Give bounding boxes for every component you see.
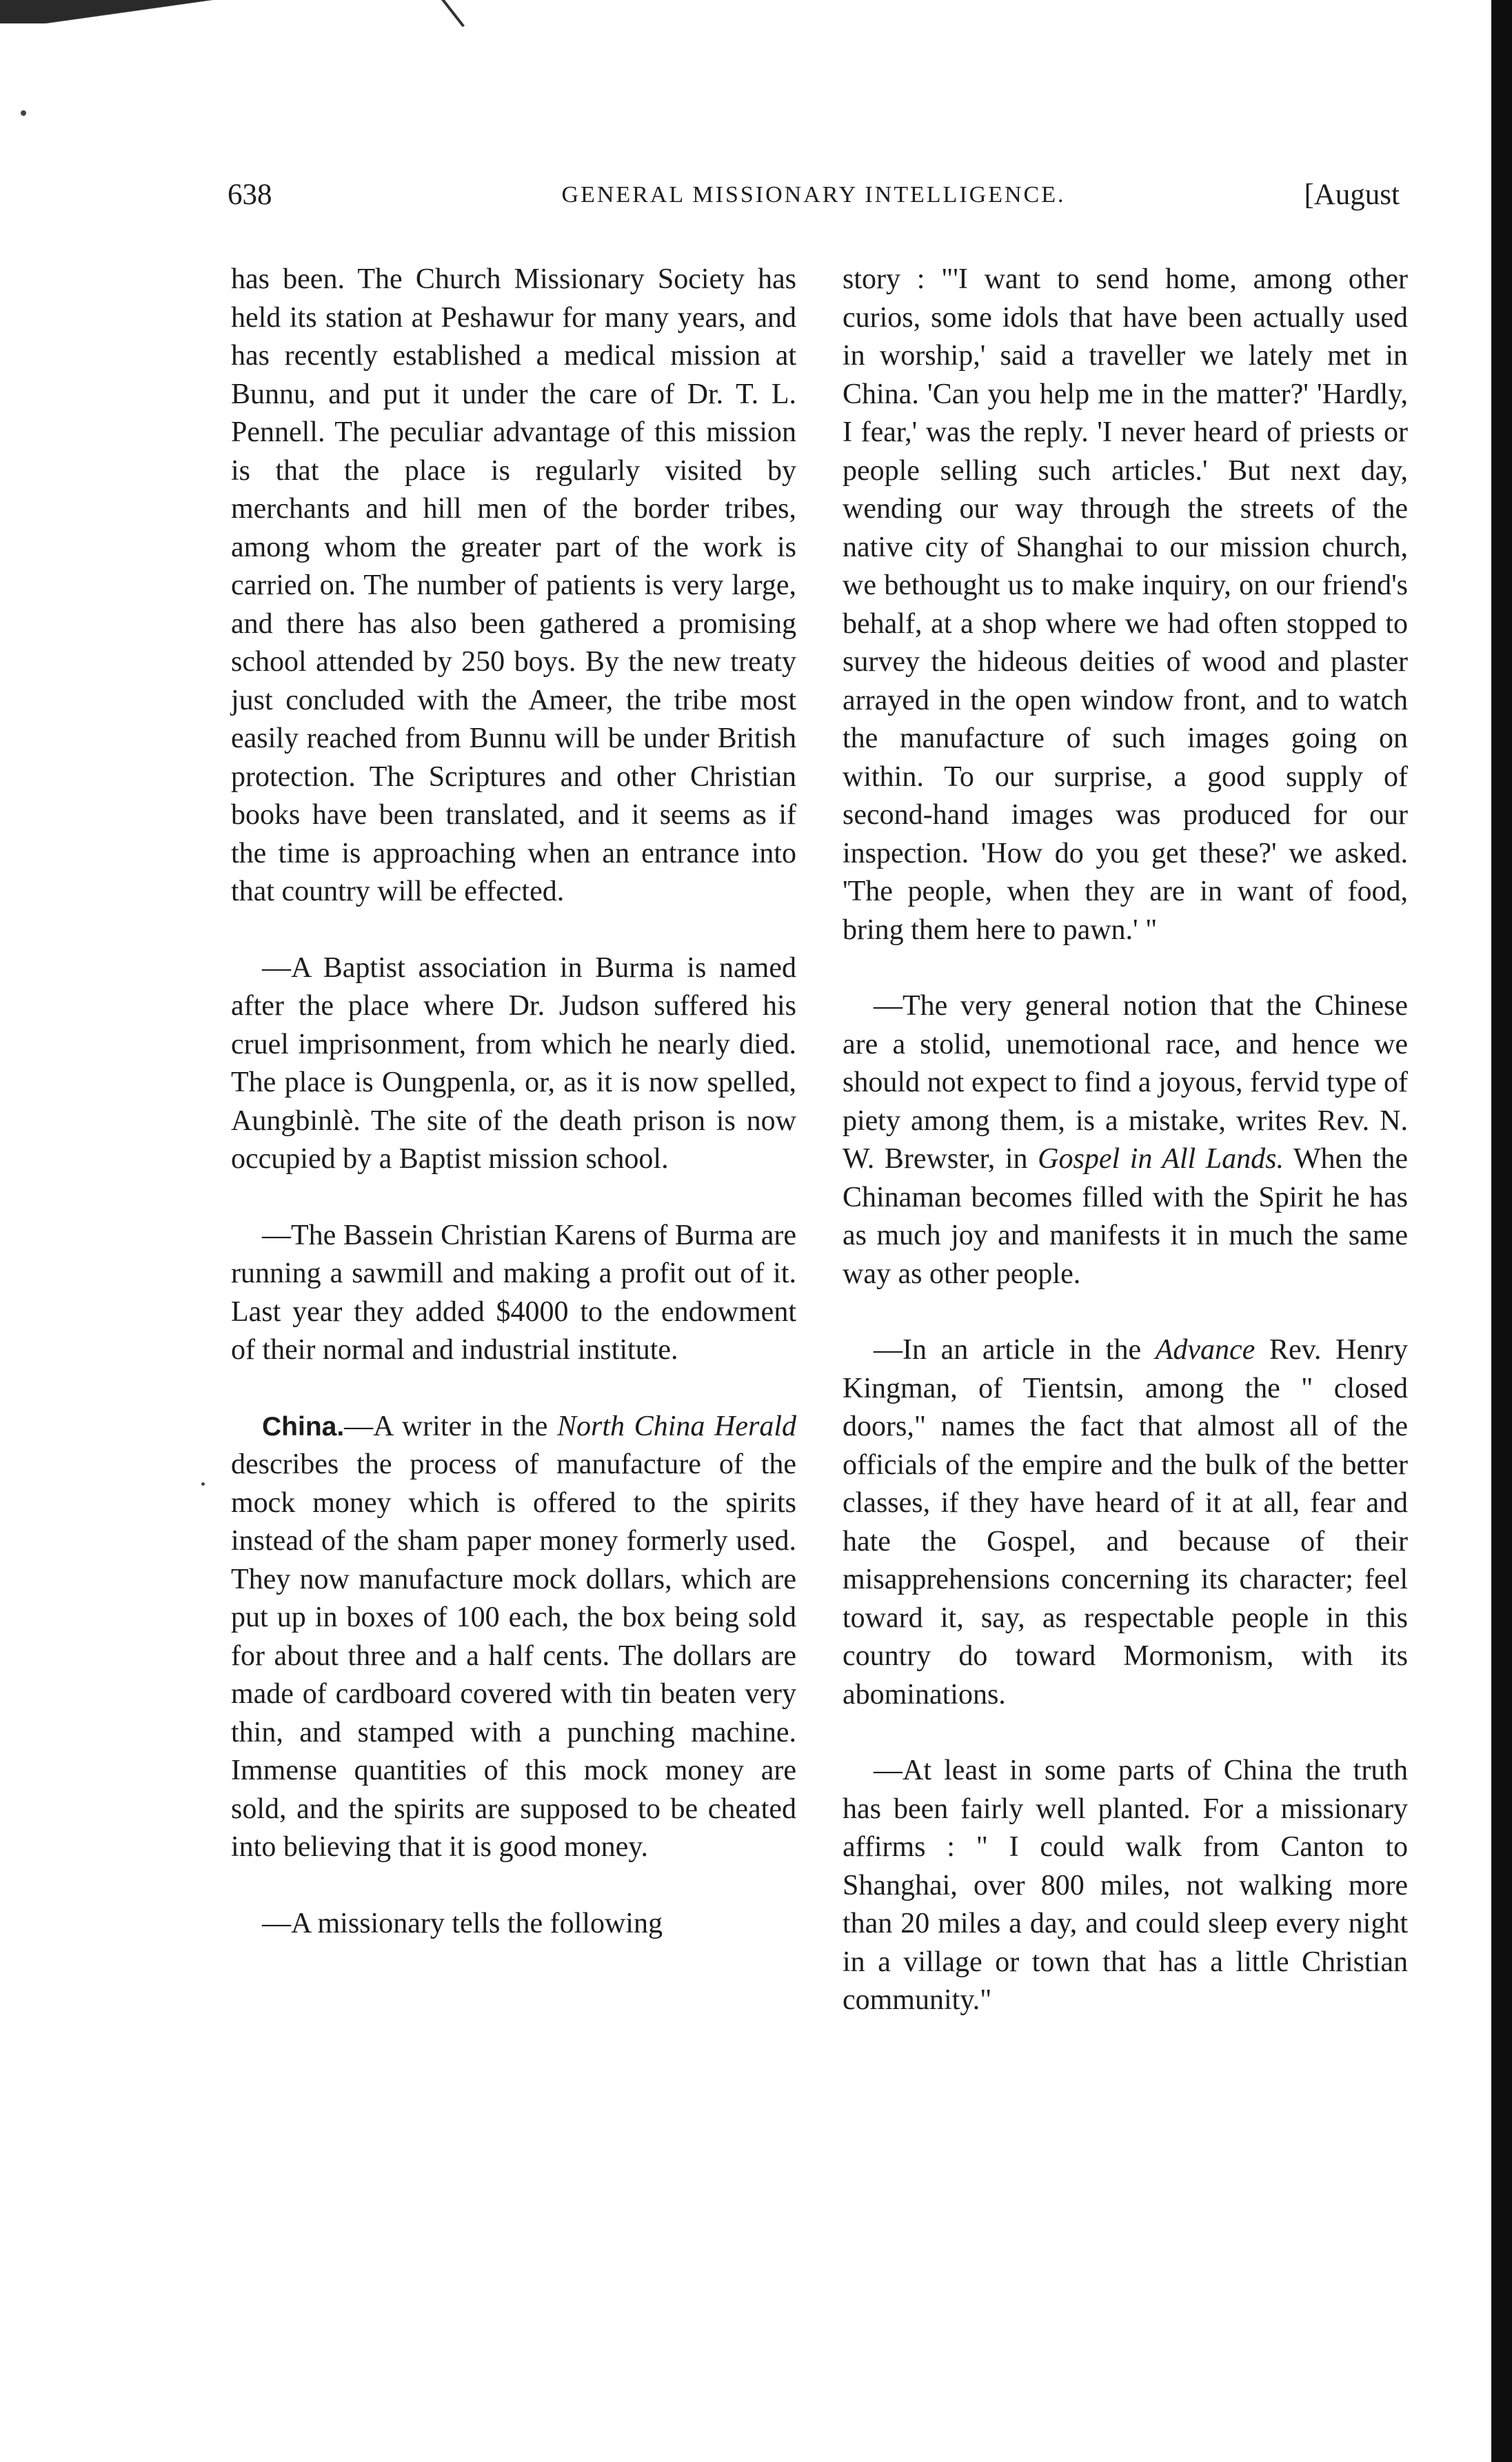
paragraph-text: describes the process of manufacture of the mock money which is offered to the spirits instead of the sham paper money formerly used. They now manufacture mock dollars, which are put up in boxes of 100 each, the box being sold for about three and a half cents. The dollars are made of cardboard covered with tin beaten very thin, and stamped with a punching machine. Immense quantities of this mock money are sold, and the spirits are supposed to be cheated into believing that it is good money. [231,1449,796,1863]
scan-speck [21,110,26,116]
left-column [231,261,796,1981]
right-column [843,261,1408,2058]
section-lead-china: China. [262,1411,345,1442]
running-title: GENERAL MISSIONARY INTELLIGENCE. [561,182,1066,208]
paragraph-china-mock-money [231,1408,796,1867]
scan-mark [441,0,465,27]
paragraph-burma-baptist: —A Baptist association in Burma is named after the place where Dr. Judson suffered his cruel imprisonment, from which he nearly died. The place is Oungpenla, or, as it is now spelled, Aungbinlè. The site of the death prison is now occupied by a Baptist mission school. [231,951,796,1175]
paragraph-text: —A writer in the [344,1410,558,1442]
paragraph-text: —The very general notion that the Chinese are a stolid, unemotional race, and hence we should not expect to find a joyous, fervid type of piety among them, is a mistake, writes Rev. N. W. Brewster, in [843,990,1408,1175]
paragraph-bassein-karens: —The Bassein Christian Karens of Burma are running a sawmill and making a profit out of it. Last year they added $4000 to the endowment of their normal and industrial institute. [231,1219,796,1366]
paragraph-missionary-story-start: —A missionary tells the following [262,1907,663,1939]
publication-title: Gospel in All Lands. [1038,1143,1284,1175]
paragraph-canton-shanghai: —At least in some parts of China the truth has been fairly well planted. For a missionary affirms : " I could walk from Canton to Shanghai, over 800 miles, not walking more than 20 miles a day, and could sleep every night in a village or town that has a little Christian community." [843,1755,1408,2016]
scan-speck [201,1482,205,1486]
scan-edge-top [0,0,359,23]
paragraph-afghan-mission: has been. The Church Missionary Society has held its station at Peshawur for many years, and has recently established a medical mission at Bunnu, and put it under the care of Dr. T. L. Pennell. The peculiar advantage of this mission is that the place is regularly visited by merchants and hill men of the border tribes, among whom the greater part of the work is carried on. The number of patients is very large, and there has also been gathered a promising school attended by 250 boys. By the new treaty just concluded with the Ameer, the tribe most easily reached from Bunnu will be under British protection. The Scriptures and other Christian books have been translated, and it seems as if the time is approaching when an entrance into that country will be effected. [231,263,796,907]
paragraph-chinese-piety [843,987,1408,1293]
paragraph-text: —In an article in the [874,1334,1156,1366]
paragraph-closed-doors [843,1331,1408,1714]
paragraph-text: When the Chinaman becomes filled with the Spirit he has as much joy and manifests it in much the same way as other people. [843,1143,1409,1290]
section-mark: [August [1304,179,1400,211]
paragraph-idols-story: story : "'I want to send home, among other curios, some idols that have been actually used in worship,' said a traveller we lately met in China. 'Can you help me in the matter?' 'Hardly, I fear,' was the reply. 'I never heard of priests or people selling such articles.' But next day, wending our way through the streets of the native city of Shanghai to our mission church, we bethought us to make inquiry, on our friend's behalf, at a shop where we had often stopped to survey the hideous deities of wood and plaster arrayed in the open window front, and to watch the manufacture of such images going on within. To our surprise, a good supply of second-hand images was produced for our inspection. 'How do you get these?' we asked. 'The people, when they are in want of food, bring them here to pawn.' " [843,263,1408,946]
page-number: 638 [228,179,272,211]
scan-edge-right [1491,0,1512,2462]
page-header [228,178,1400,219]
paragraph-text: Rev. Henry Kingman, of Tientsin, among the " closed doors," names the fact that almost all of the officials of the empire and the bulk of the better classes, if they have heard of it at all, fear and hate the Gospel, and because of their misapprehensions concerning its character; feel toward it, say, as respectable people in this country do toward Mormonism, with its abominations. [843,1334,1408,1711]
publication-title: North China Herald [557,1410,796,1442]
publication-title: Advance [1155,1334,1256,1366]
